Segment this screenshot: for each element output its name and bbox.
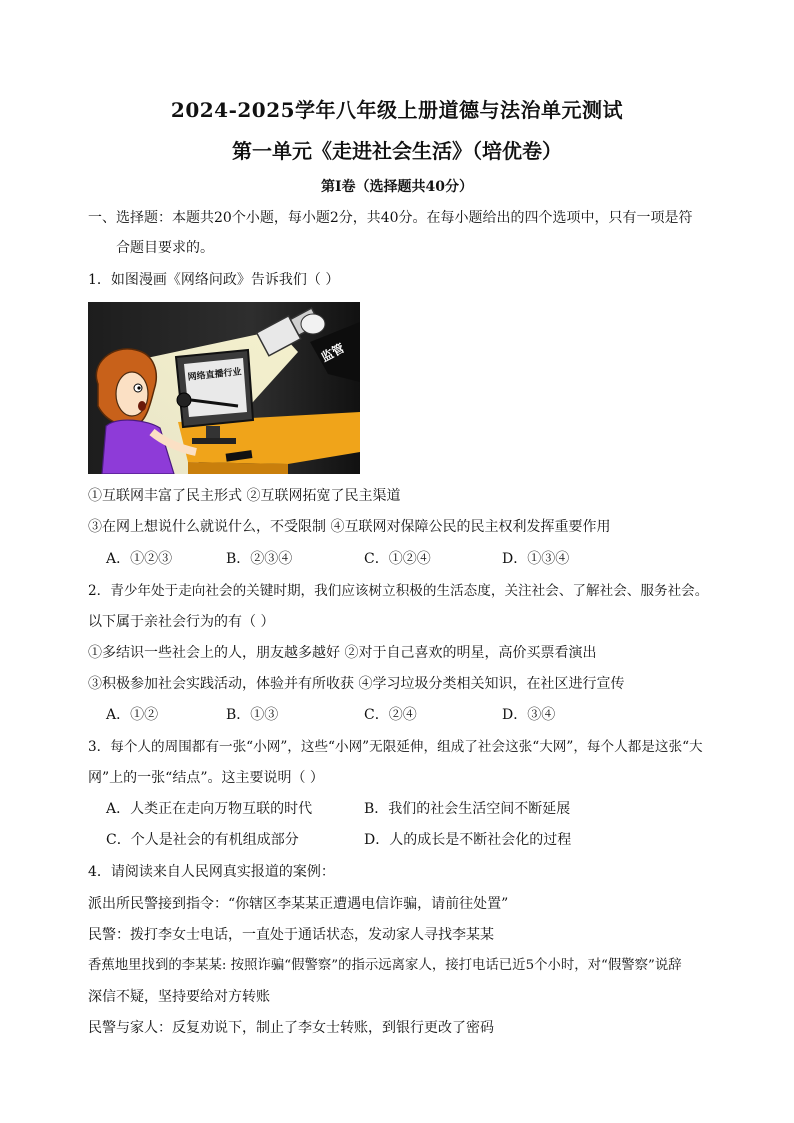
q3-stem-1: 3．每个人的周围都有一张“小网”，这些“小网”无限延伸，组成了社会这张“大网”，每个人都是这张“大 [88,739,703,755]
section-heading: 第Ⅰ卷（选择题共40分） [320,179,474,195]
instructions-line-2: 合题目要求的。 [116,240,214,256]
q1-statements-1: ①互联网丰富了民主形式 ②互联网拓宽了民主渠道 [88,488,401,504]
q4-case-line-5: 民警与家人：反复劝说下，制止了李女士转账，到银行更改了密码 [88,1020,494,1036]
q3-option-c[interactable]: C．个人是社会的有机组成部分 [106,832,299,848]
q1-option-c[interactable]: C．①②④ [364,551,431,567]
q2-option-b[interactable]: B．①③ [226,707,279,723]
q1-option-b[interactable]: B．②③④ [226,551,293,567]
q2-statements-2: ③积极参加社会实践活动，体验并有所收获 ④学习垃圾分类相关知识，在社区进行宣传 [88,676,625,692]
q4-case-line-3: 香蕉地里找到的李某某: 按照诈骗“假警察”的指示远离家人，接打电话已近5个小时，对“假警察”说辞 [88,958,682,973]
q1-statements-2: ③在网上想说什么就说什么，不受限制 ④互联网对保障公民的民主权利发挥重要作用 [88,519,611,535]
q1-option-a[interactable]: A．①②③ [106,551,173,567]
q1-stem: 1．如图漫画《网络问政》告诉我们（ ） [88,272,340,288]
q2-stem-2: 以下属于亲社会行为的有（ ） [88,614,275,630]
q4-case-line-1: 派出所民警接到指令：“你辖区李某某正遭遇电信诈骗，请前往处置” [88,896,509,912]
q4-case-line-2: 民警：拨打李女士电话，一直处于通话状态，发动家人寻找李某某 [88,927,494,943]
q3-option-b[interactable]: B．我们的社会生活空间不断延展 [364,801,571,817]
q2-option-d[interactable]: D．③④ [502,707,556,723]
exam-title: 2024-2025学年八年级上册道德与法治单元测试 [170,98,624,122]
q2-option-a[interactable]: A．①② [106,707,159,723]
q3-option-a[interactable]: A．人类正在走向万物互联的时代 [106,801,313,817]
instructions-line-1: 一、选择题：本题共20个小题，每小题2分，共40分。在每小题给出的四个选项中，只有一项是符 [88,210,693,226]
q3-stem-2: 网”上的一张“结点”。这主要说明（ ） [88,770,324,786]
q2-statements-1: ①多结识一些社会上的人，朋友越多越好 ②对于自己喜欢的明星，高价买票看演出 [88,645,597,661]
sleeve-label: 监管 [318,341,347,365]
q1-option-d[interactable]: D．①③④ [502,551,570,567]
q4-stem: 4．请阅读来自人民网真实报道的案例： [88,864,335,880]
q4-case-line-4: 深信不疑，坚持要给对方转账 [88,989,270,1005]
q2-stem-1: 2．青少年处于走向社会的关键时期，我们应该树立积极的生活态度，关注社会、了解社会、服务社会。 [88,583,709,599]
q1-cartoon-image [88,302,360,474]
q3-option-d[interactable]: D．人的成长是不断社会化的过程 [364,832,572,848]
screen-label: 网络直播行业 [187,367,243,383]
q2-option-c[interactable]: C．②④ [364,707,417,723]
cartoon-illustration [88,302,360,474]
unit-subtitle: 第一单元《走进社会生活》（培优卷） [232,139,562,163]
